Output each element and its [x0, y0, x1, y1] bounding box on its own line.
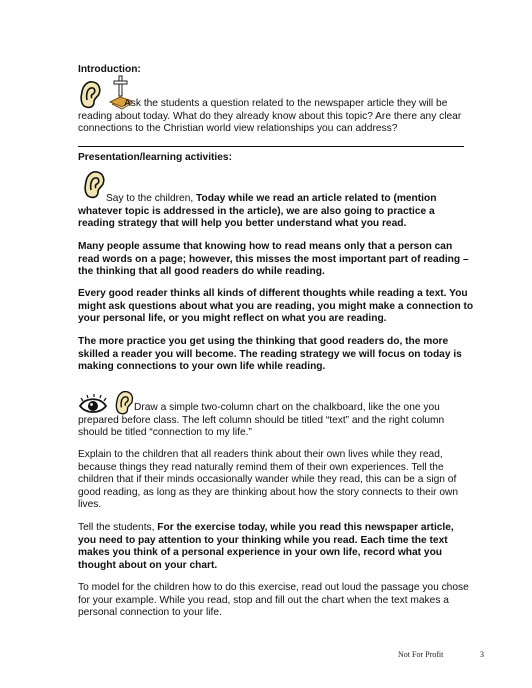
tell-paragraph	[78, 522, 474, 572]
tell-lead-text: Tell the students,	[78, 522, 158, 533]
presentation-heading: Presentation/learning activities:	[78, 152, 232, 163]
tell-script-text: For the exercise today, while you read this newspaper article, you need to pay attention to your thinking while you read. Each time the text makes you think of a personal experience in your own life, record what you thought about on your chart.	[78, 522, 454, 571]
intro-paragraph: Ask the students a question related to the newspaper article they will be reading about today. What do they already know about this topic? Are there any clear connections to the Christian world view relationships you can address?	[78, 98, 462, 135]
good-reader-paragraph: Every good reader thinks all kinds of different thoughts while reading a text. You might ask questions about what you are reading, you might make a connection to your personal life, or you might reflect on what you are reading.	[78, 288, 474, 325]
say-lead-text: Say to the children,	[106, 193, 197, 204]
say-script-text: Today while we read an article related to (mention whatever topic is addressed in the article), we are also going to practice a reading strategy that will help you better understand what you read.	[78, 193, 437, 230]
draw-chart-paragraph: Draw a simple two-column chart on the chalkboard, like the one you prepared before class. The left column should be titled “text” and the right column should be titled “connection to my life.”	[78, 402, 445, 439]
introduction-heading: Introduction:	[78, 64, 141, 75]
practice-paragraph: The more practice you get using the thinking that good readers do, the more skilled a reader you will become. The reading strategy we will focus on today is making connections to your own life while reading.	[78, 336, 462, 373]
say-paragraph	[78, 193, 474, 231]
model-paragraph: To model for the children how to do this exercise, read out loud the passage you chose for your example. While you read, stop and fill out the chart when the text makes a personal connection to your life.	[78, 582, 469, 619]
footer-label: Not For Profit	[398, 650, 444, 659]
reading-assumption-paragraph: Many people assume that knowing how to read means only that a person can read words on a page; however, this misses the most important part of reading – the thinking that all good readers do while reading.	[78, 241, 469, 278]
explain-paragraph: Explain to the children that all readers think about their own lives while they read, because things they read naturally remind them of their own experiences. Tell the children that if their minds occasionally wander while they read, this can be a sign of good reading, as long as they are thinking about how the story connects to their own lives.	[78, 449, 459, 511]
page-number: 3	[480, 650, 484, 659]
section-divider	[78, 146, 464, 147]
